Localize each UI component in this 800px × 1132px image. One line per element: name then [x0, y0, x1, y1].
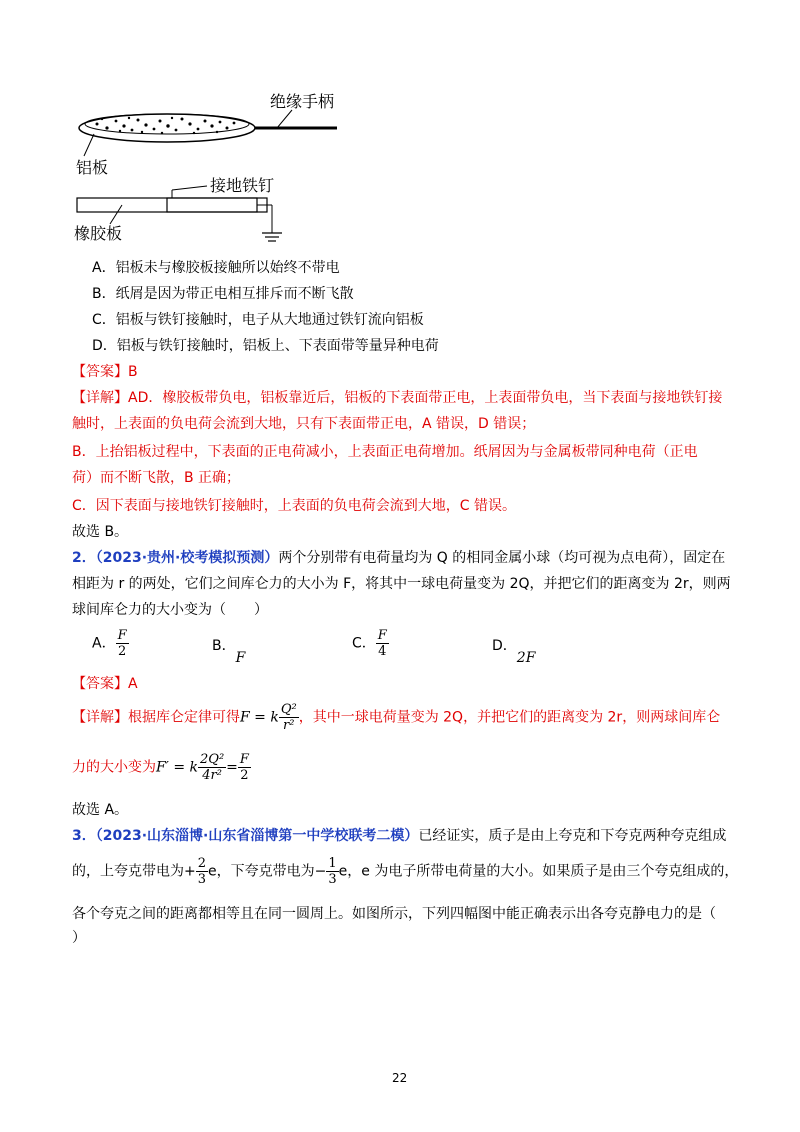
q2-formula2-fraction1: $\frac{\text{2Q²}}{\text{4r²}}$	[200, 752, 225, 783]
q3-stem-text2: e，e 为电子所带电荷量的大小。如果质子是由三个夸克组成的，	[338, 863, 739, 880]
q2-detail-line2	[72, 752, 251, 783]
q3-stem-line4: ）	[72, 930, 86, 946]
q2-option-b-value: F	[235, 650, 246, 666]
q2-option-c-label: C．	[352, 635, 376, 652]
rubber-board	[77, 198, 267, 212]
label-plate: 铝板	[76, 158, 109, 177]
q1-option-b: B．纸屑是因为带正电相互排斥而不断飞散	[92, 286, 354, 302]
q2-stem-text1: 两个分别带有电荷量均为 Q 的相同金属小球（均可视为点电荷），固定在	[278, 550, 726, 566]
q1-option-d: D．铝板与铁钉接触时，铝板上、下表面带等量异种电荷	[92, 338, 439, 354]
q1-answer: 【答案】B	[72, 364, 138, 380]
q3-up-fraction: $\frac{2}{3}$	[197, 856, 207, 887]
q2-formula2-fraction2: $\frac{F}{2}$	[239, 752, 249, 783]
q2-option-a-fraction: $\frac{F}{2}$	[117, 628, 127, 659]
q2-formula1-fraction: $\frac{\text{Q²}}{\text{r²}}$	[280, 702, 297, 733]
q2-option-c-fraction: $\frac{F}{4}$	[377, 628, 387, 659]
q2-option-a	[92, 628, 129, 659]
label-rubber: 橡胶板	[74, 224, 123, 243]
q3-stem-text1: 已经证实，质子是由上夸克和下夸克两种夸克组成	[418, 828, 727, 844]
q2-number: 2．	[72, 550, 96, 566]
q2-formula1-lhs: F = k	[240, 709, 279, 726]
label-handle: 绝缘手柄	[270, 92, 335, 111]
q1-detail-line4: 荷）而不断飞散，B 正确；	[72, 470, 241, 486]
q3-stem-line2	[72, 856, 738, 887]
q3-source: （2023·山东淄博·山东省淄博第一中学校联考二模）	[95, 828, 419, 844]
q3-down-fraction: $\frac{1}{3}$	[328, 856, 337, 887]
q2-formula2-lhs: F′ = k	[156, 759, 199, 776]
q2-detail-line1	[72, 702, 720, 733]
page-number: 22	[392, 1071, 408, 1085]
q3-stem-up-prefix: 的，上夸克带电为+	[72, 863, 196, 880]
q3-stem-down-prefix: e，下夸克带电为−	[208, 863, 327, 880]
q2-detail-mid: ，其中一球电荷量变为 2Q，并把它们的距离变为 2r，则两球间库仑	[298, 709, 721, 726]
q1-option-c: C．铝板与铁钉接触时，电子从大地通过铁钉流向铝板	[92, 312, 424, 328]
q2-option-d-label: D．	[492, 638, 517, 654]
q2-source: （2023·贵州·校考模拟预测）	[95, 550, 279, 566]
q3-stem-line3: 各个夸克之间的距离都相等且在同一圆周上。如图所示，下列四幅图中能正确表示出各夸克静电力的是（	[72, 906, 716, 922]
q2-detail-line2-pre: 力的大小变为	[72, 759, 156, 776]
q2-option-d-value: 2F	[516, 650, 536, 666]
q2-stem-line1	[72, 548, 725, 568]
q2-stem-line3: 球间库仑力的大小变为（ ）	[72, 602, 268, 618]
q1-detail-line1: 【详解】AD．橡胶板带负电，铝板靠近后，铝板的下表面带正电，上表面带负电，当下表面与接地铁钉接	[72, 390, 723, 406]
q2-answer: 【答案】A	[72, 676, 138, 692]
q2-option-c	[352, 628, 389, 659]
q2-stem-line2: 相距为 r 的两处，它们之间库仑力的大小为 F，将其中一球电荷量变为 2Q，并把它们的距离变为 2r，则两	[72, 576, 731, 592]
q1-detail-line5: C．因下表面与接地铁钉接触时，上表面的负电荷会流到大地，C 错误。	[72, 498, 516, 514]
q2-option-a-label: A．	[92, 635, 116, 652]
apparatus-figure	[72, 88, 362, 248]
q3-number: 3．	[72, 828, 96, 844]
q1-detail-line3: B．上抬铝板过程中，下表面的正电荷减小，上表面正电荷增加。纸屑因为与金属板带同种电荷（正电	[72, 444, 698, 460]
q2-conclusion: 故选 A。	[72, 802, 129, 818]
q2-option-b-label: B．	[212, 638, 236, 654]
label-nail: 接地铁钉	[210, 176, 275, 195]
q2-detail-pre: 【详解】根据库仑定律可得	[72, 709, 240, 726]
q1-conclusion: 故选 B。	[72, 524, 129, 540]
q2-option-d	[492, 636, 536, 666]
q1-option-a: A．铝板未与橡胶板接触所以始终不带电	[92, 260, 340, 276]
q3-stem-line1	[72, 826, 726, 846]
q1-detail-line2: 触时，上表面的负电荷会流到大地，只有下表面带正电，A 错误，D 错误；	[72, 416, 536, 432]
q2-formula2-eq: =	[226, 759, 238, 776]
q2-option-b	[212, 636, 246, 666]
